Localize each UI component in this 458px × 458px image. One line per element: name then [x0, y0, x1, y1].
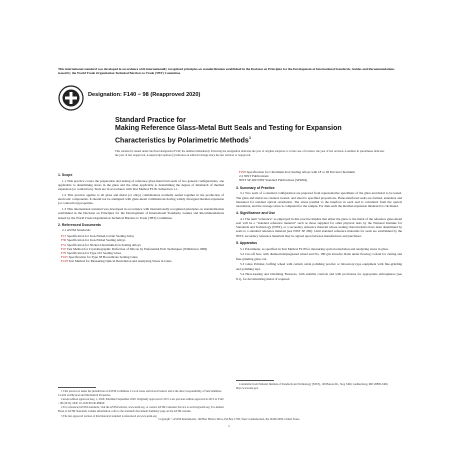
- standard-title-text: Making Reference Glass-Metal Butt Seals and Testing for Expansion Characteristics by Polarimetric Methods: [115, 125, 342, 145]
- reference-item[interactable]: [58, 259, 224, 263]
- reference-code-link[interactable]: F105: [61, 255, 68, 260]
- significance-para: 4.1 The term "reference" as employed in this practice implies that either the glass or the metal of the reference glass-metal seal will be a "standard reference material" such as those supplied for other physical tests by the National Institute for Standards and Technology (NIST), or a secondary reference material whose sealing characteristics have been determined by seals to a standard reference material (see NIST SP 260). Until standard reference materials for seals are established by the NIST, secondary reference materials may be agreed upon between manufacturer and purchaser.: [236, 216, 402, 238]
- reference-code-link[interactable]: F218: [61, 259, 68, 264]
- page-number: 1: [228, 424, 230, 428]
- apparatus-para: 5.4 Heat-treating and Oxidizing Furnaces, with suitable controls and with provisions for appropriate atmospheres (see 8.1), for decarburizing metal, if required.: [236, 272, 402, 281]
- issue-note: This standard is issued under the fixed designation F140; the number immediately following the designation indicates the year of original adoption or, in the case of revision, the year of last revision. A number in parentheses indicates the year of last reapproval. A superscript epsilon (ε) indicates an editorial change since the last revision or reapproval.: [115, 149, 385, 157]
- reference-text: Specification for Nickel-Chromium-Iron Sealing Alloys: [66, 242, 141, 247]
- reference-text: Test Method for Crystallographic Perfection of Silicon by Preferential Etch Techniques (Withdrawn 1998): [66, 246, 208, 251]
- reference-item: [236, 178, 402, 182]
- footnote: 2 For referenced ASTM standards, visit the ASTM website, www.astm.org, or contact ASTM Customer Service at service@astm.org. For Annual Book of ASTM Standards volume information, refer to the standard's Document Summary page on the ASTM website.: [58, 406, 224, 413]
- scope-para: 1.3 This international standard was developed in accordance with internationally recognized principles on standardization established in the Decision on Principles for the Development of International Standards, Guides and Recommendations issued by the World Trade Organization Technical Barriers to Trade (TBT) Committee.: [58, 207, 224, 220]
- reference-code-link[interactable]: F31: [61, 242, 67, 247]
- reference-text: 2.2 NIST Publications:: [239, 174, 270, 179]
- reference-text: Test Method for Measuring Optical Retardation and Analyzing Stress in Glass: [68, 259, 172, 264]
- top-notice: This international standard was developed in accordance with internationally recognized principles on standardization established in the Decision on Principles for the Development of International Standards, Guides and Recommendations issued by the World Trade Organization Technical Barriers to Trade (TBT) Committee.: [58, 67, 395, 76]
- footnote-divider: [58, 387, 96, 388]
- refdocs-heading: 2. Referenced Documents: [58, 222, 101, 227]
- reference-code-link[interactable]: F15: [61, 234, 67, 239]
- reference-code-link[interactable]: F79: [61, 251, 67, 256]
- designation: Designation: F140 − 98 (Reapproved 2020): [88, 92, 201, 98]
- scope-para: 1.1 This practice covers the preparation and testing of reference glass-metal butt seals of two general configurations, one applicable to determining stress in the glass and the other applicable to determining the degree of mismatch of thermal expansion (or contraction). Tests are in accordance with Test Method F218, Subsection 1.1.: [58, 178, 224, 192]
- left-column: [58, 170, 224, 264]
- scope-heading: 1. Scope: [58, 173, 73, 177]
- summary-heading: 3. Summary of Practice: [236, 185, 275, 190]
- right-footnotes: [236, 383, 402, 391]
- apparatus-heading: 5. Apparatus: [236, 240, 258, 245]
- footnote: 3 The last approved version of this historical standard is referenced on www.astm.org.: [61, 414, 158, 418]
- significance-heading: 4. Significance and Use: [236, 211, 276, 216]
- apparatus-para: 5.3 Glass Polisher, buffing wheel with cerium oxide polishing powder or laboratory-type equipment with fine-grinding and polishing laps.: [236, 262, 402, 271]
- astm-logo-icon: [58, 85, 84, 111]
- standard-title: [115, 125, 365, 145]
- reference-text: Specification for Iron-Nickel Sealing Alloys: [66, 238, 126, 243]
- reference-text: Specification for Type 58 Borosilicate Sealing Glass: [68, 255, 138, 260]
- apparatus-para: 5.1 Polarimeter, as specified in Test Method F218 for measuring optical retardation and analyzing stress in glass.: [240, 246, 389, 251]
- footnote: 4 Available from National Institute of Standards and Technology (NIST), 100 Bureau Dr., Stop 3460, Gaithersburg, MD 20899-3460, http://www.nist.gov.: [236, 383, 389, 390]
- reference-text: Specification for Iron-Nickel-Cobalt Sealing Alloy: [66, 234, 134, 239]
- reference-code-link[interactable]: F30: [61, 238, 67, 243]
- copyright-line: Copyright © ASTM International, 100 Barr Harbor Drive, PO Box C700, West Conshohocken, PA 19428-2959. United States: [158, 418, 300, 421]
- reference-code-link[interactable]: F47: [61, 246, 67, 251]
- title-block: [115, 117, 365, 146]
- refdocs-intro: 2.1 ASTM Standards:: [62, 228, 91, 233]
- footnote: Current edition approved Aug. 1, 2020. Published September 2020. Originally approved in 1972. Last previous edition approved in 2013 as F140 – 98 (2013). DOI: 10.1520/F0140-98R20.: [58, 398, 224, 405]
- right-column: [236, 170, 402, 282]
- standard-heading: Standard Practice for: [115, 117, 186, 124]
- footnote: 1 This practice is under the jurisdiction of ASTM Committee C14 on Glass and Glass Products and is the direct responsibility of Subcommittee C14.04 on Physical and Mechanical Properties.: [58, 390, 222, 397]
- reference-text: Specification for Chromium-Iron Sealing Alloys with 18 or 28 Percent Chromium: [246, 170, 355, 174]
- reference-code-link[interactable]: F256: [239, 170, 246, 174]
- apparatus-para: 5.2 Cut-off Saw, with diamond-impregnated wheel and No. 180 grit abrasive blade under flowing coolant for cutting and fine-grinding glass rod.: [236, 252, 402, 261]
- left-footnotes: [58, 390, 224, 419]
- title-footnote-mark: 1: [248, 134, 252, 140]
- scope-para: 1.2 This practice applies to all glass and metal (or alloy) combinations normally sealed together in the production of electronic components. It should not be attempted with glass-metal combinations having widely divergent thermal expansion (or contraction) properties.: [58, 192, 224, 206]
- reference-text: Specification for Type 101 Sealing Glass: [66, 251, 121, 256]
- footnote-divider: [236, 380, 274, 381]
- reference-text: NIST SP 260 NIST Standard Publications (SP260a): [239, 178, 308, 183]
- summary-para: 3.1 Two seals of a standard configuration are prepared from representative specimens of the glass and metal to be tested. The glass and metal are cleaned, treated, and sized to specified proportions. Plane-interfaced seals are formed, annealed, and measured for residual optical retardation. The stress parallel to the interface in each seal is calculated from the optical retardation, and the average stress is computed for the sample. For disk seals the thermal expansion mismatch is calculated.: [236, 191, 402, 208]
